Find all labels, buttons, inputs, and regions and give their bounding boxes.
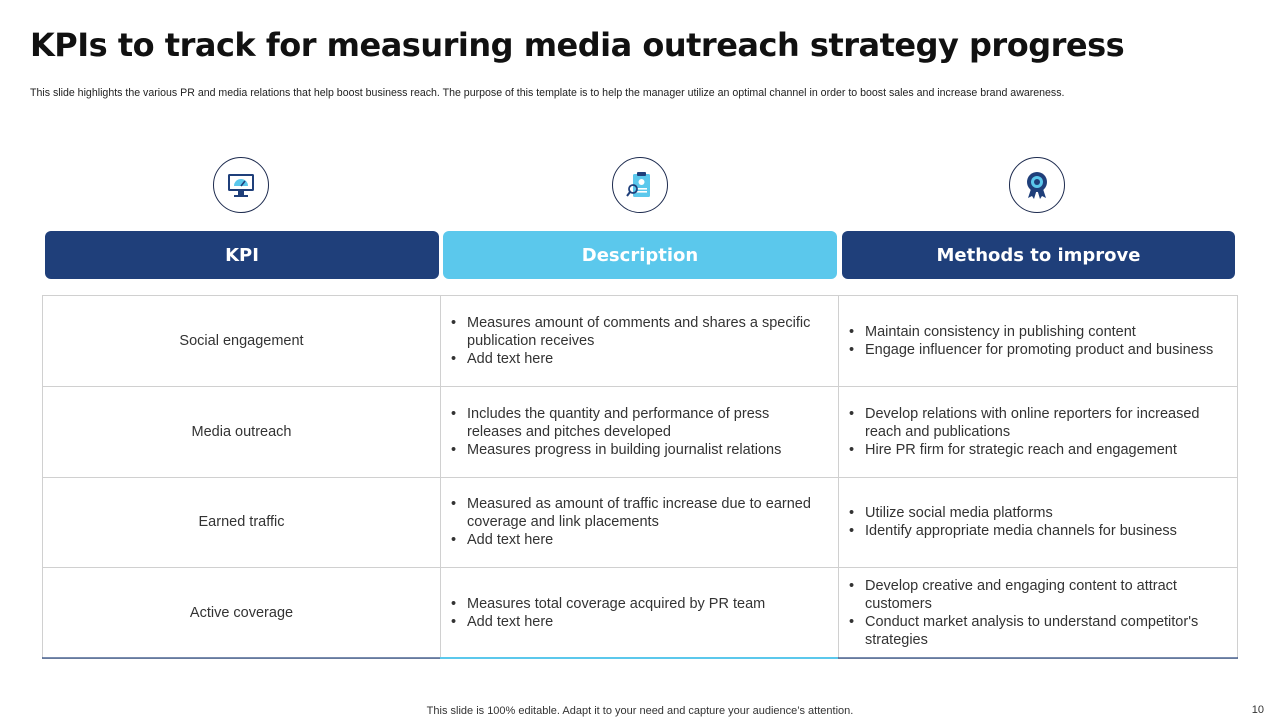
- list-item: • Measured as amount of traffic increase due to earned coverage and link placements: [451, 495, 824, 531]
- kpi-table: [42, 295, 1238, 659]
- methods-cell: [839, 296, 1237, 387]
- slide-subtitle: This slide highlights the various PR and media relations that help boost business reach. The purpose of this template is to help the manager utilize an optimal channel in order to boost sales and increase brand awareness.: [30, 87, 1065, 99]
- list-item: • Maintain consistency in publishing content: [849, 323, 1213, 341]
- list-item: • Includes the quantity and performance of press releases and pitches developed: [451, 405, 824, 441]
- description-cell: [441, 387, 839, 478]
- list-item: • Hire PR firm for strategic reach and engagement: [849, 441, 1223, 459]
- dashboard-monitor-icon: [213, 157, 269, 213]
- kpi-cell: Media outreach: [43, 387, 441, 478]
- clipboard-profile-icon: [612, 157, 668, 213]
- list-item: • Add text here: [451, 350, 824, 368]
- list-item: • Identify appropriate media channels for business: [849, 522, 1177, 540]
- footer-text: This slide is 100% editable. Adapt it to your need and capture your audience’s attention.: [426, 705, 854, 717]
- slide-title: KPIs to track for measuring media outreach strategy progress: [30, 26, 1125, 64]
- methods-cell: [839, 568, 1237, 659]
- header-kpi: KPI: [45, 231, 439, 279]
- list-item: • Add text here: [451, 531, 824, 549]
- divider: [42, 657, 440, 659]
- list-item: • Measures progress in building journalist relations: [451, 441, 824, 459]
- description-cell: [441, 568, 839, 659]
- kpi-cell: Earned traffic: [43, 478, 441, 569]
- header-methods-to-improve: Methods to improve: [842, 231, 1235, 279]
- list-item: • Engage influencer for promoting product and business: [849, 341, 1213, 359]
- kpi-cell: Social engagement: [43, 296, 441, 387]
- kpi-cell: Active coverage: [43, 568, 441, 659]
- list-item: • Develop relations with online reporters for increased reach and publications: [849, 405, 1223, 441]
- list-item: • Measures amount of comments and shares a specific publication receives: [451, 314, 824, 350]
- divider: [440, 657, 838, 659]
- header-description: Description: [443, 231, 837, 279]
- award-badge-icon: [1009, 157, 1065, 213]
- methods-cell: [839, 387, 1237, 478]
- list-item: • Add text here: [451, 613, 765, 631]
- divider: [838, 657, 1238, 659]
- page-number: 10: [1251, 704, 1264, 716]
- description-cell: [441, 296, 839, 387]
- footer: [0, 705, 1280, 717]
- methods-cell: [839, 478, 1237, 569]
- list-item: • Utilize social media platforms: [849, 504, 1177, 522]
- list-item: • Conduct market analysis to understand competitor's strategies: [849, 613, 1223, 649]
- list-item: • Develop creative and engaging content to attract customers: [849, 577, 1223, 613]
- list-item: • Measures total coverage acquired by PR team: [451, 595, 765, 613]
- description-cell: [441, 478, 839, 569]
